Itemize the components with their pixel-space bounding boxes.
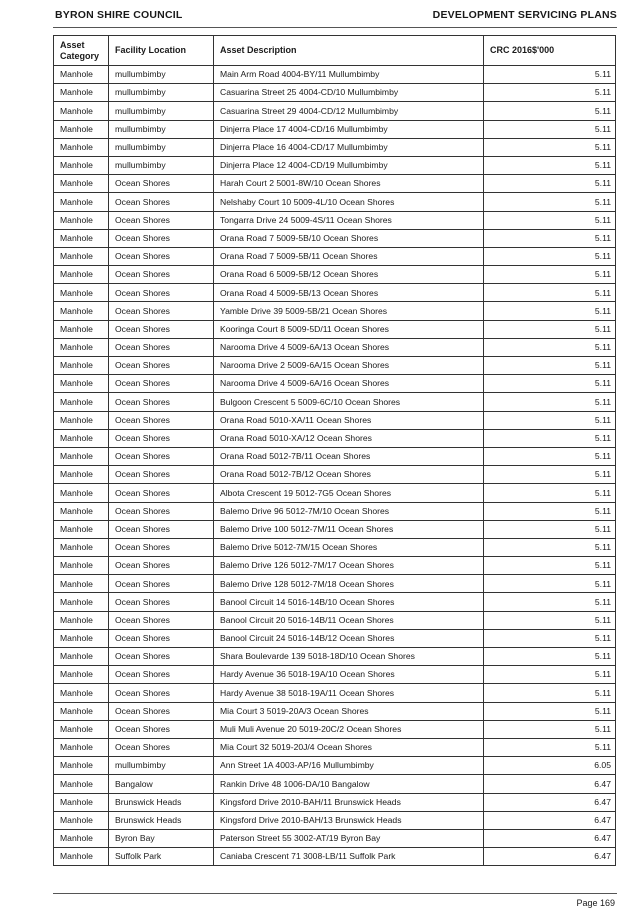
asset-description-cell: Narooma Drive 4 5009-6A/13 Ocean Shores <box>214 338 484 356</box>
crc-value-cell: 5.11 <box>484 466 616 484</box>
crc-value-cell: 5.11 <box>484 175 616 193</box>
asset-description-cell: Muli Muli Avenue 20 5019-20C/2 Ocean Shores <box>214 720 484 738</box>
table-row <box>54 684 616 702</box>
table-row <box>54 538 616 556</box>
asset-category-cell: Manhole <box>54 229 109 247</box>
asset-category-cell: Manhole <box>54 266 109 284</box>
crc-value-cell: 5.11 <box>484 120 616 138</box>
asset-description-cell: Balemo Drive 126 5012-7M/17 Ocean Shores <box>214 557 484 575</box>
facility-location-cell: Brunswick Heads <box>109 793 214 811</box>
crc-value-cell: 5.11 <box>484 557 616 575</box>
asset-category-cell: Manhole <box>54 193 109 211</box>
table-row <box>54 411 616 429</box>
facility-location-cell: mullumbimby <box>109 120 214 138</box>
asset-category-cell: Manhole <box>54 793 109 811</box>
crc-value-cell: 5.11 <box>484 193 616 211</box>
crc-value-cell: 5.11 <box>484 393 616 411</box>
facility-location-cell: Ocean Shores <box>109 611 214 629</box>
crc-value-cell: 5.11 <box>484 502 616 520</box>
asset-description-cell: Mia Court 3 5019-20A/3 Ocean Shores <box>214 702 484 720</box>
table-body <box>54 66 616 866</box>
facility-location-cell: Ocean Shores <box>109 738 214 756</box>
asset-category-cell: Manhole <box>54 411 109 429</box>
asset-category-cell: Manhole <box>54 84 109 102</box>
table-row <box>54 629 616 647</box>
asset-category-cell: Manhole <box>54 611 109 629</box>
crc-value-cell: 5.11 <box>484 229 616 247</box>
facility-location-cell: mullumbimby <box>109 84 214 102</box>
facility-location-cell: mullumbimby <box>109 156 214 174</box>
table-row <box>54 829 616 847</box>
facility-location-cell: mullumbimby <box>109 757 214 775</box>
asset-category-cell: Manhole <box>54 538 109 556</box>
asset-category-cell: Manhole <box>54 848 109 866</box>
table-row <box>54 484 616 502</box>
table-row <box>54 338 616 356</box>
asset-category-cell: Manhole <box>54 775 109 793</box>
table-row <box>54 320 616 338</box>
table-row <box>54 666 616 684</box>
facility-location-cell: Bangalow <box>109 775 214 793</box>
table-row <box>54 575 616 593</box>
asset-category-cell: Manhole <box>54 629 109 647</box>
table-row <box>54 211 616 229</box>
crc-value-cell: 5.11 <box>484 720 616 738</box>
crc-value-cell: 5.11 <box>484 666 616 684</box>
crc-value-cell: 5.11 <box>484 538 616 556</box>
asset-category-cell: Manhole <box>54 502 109 520</box>
facility-location-cell: Byron Bay <box>109 829 214 847</box>
facility-location-cell: Ocean Shores <box>109 575 214 593</box>
crc-value-cell: 5.11 <box>484 738 616 756</box>
table-row <box>54 757 616 775</box>
crc-value-cell: 5.11 <box>484 84 616 102</box>
crc-value-cell: 5.11 <box>484 593 616 611</box>
facility-location-cell: Ocean Shores <box>109 429 214 447</box>
facility-location-cell: Ocean Shores <box>109 393 214 411</box>
asset-category-cell: Manhole <box>54 156 109 174</box>
facility-location-cell: Ocean Shores <box>109 320 214 338</box>
asset-description-cell: Balemo Drive 100 5012-7M/11 Ocean Shores <box>214 520 484 538</box>
asset-description-cell: Banool Circuit 14 5016-14B/10 Ocean Shores <box>214 593 484 611</box>
document-title: DEVELOPMENT SERVICING PLANS <box>432 9 617 21</box>
asset-category-cell: Manhole <box>54 738 109 756</box>
table-row <box>54 557 616 575</box>
asset-category-cell: Manhole <box>54 447 109 465</box>
table-row <box>54 702 616 720</box>
asset-category-cell: Manhole <box>54 429 109 447</box>
crc-value-cell: 5.11 <box>484 138 616 156</box>
asset-category-cell: Manhole <box>54 284 109 302</box>
crc-value-cell: 5.11 <box>484 156 616 174</box>
facility-location-cell: mullumbimby <box>109 138 214 156</box>
asset-description-cell: Tongarra Drive 24 5009-4S/11 Ocean Shores <box>214 211 484 229</box>
asset-description-cell: Nelshaby Court 10 5009-4L/10 Ocean Shores <box>214 193 484 211</box>
facility-location-cell: Ocean Shores <box>109 284 214 302</box>
table-row <box>54 502 616 520</box>
facility-location-cell: Ocean Shores <box>109 375 214 393</box>
asset-category-cell: Manhole <box>54 320 109 338</box>
asset-description-cell: Orana Road 5012-7B/11 Ocean Shores <box>214 447 484 465</box>
asset-table <box>53 35 616 866</box>
facility-location-cell: Ocean Shores <box>109 520 214 538</box>
asset-description-cell: Ann Street 1A 4003-AP/16 Mullumbimby <box>214 757 484 775</box>
table-row <box>54 229 616 247</box>
asset-description-cell: Kingsford Drive 2010-BAH/11 Brunswick Heads <box>214 793 484 811</box>
asset-description-cell: Paterson Street 55 3002-AT/19 Byron Bay <box>214 829 484 847</box>
asset-description-cell: Banool Circuit 24 5016-14B/12 Ocean Shores <box>214 629 484 647</box>
asset-category-cell: Manhole <box>54 211 109 229</box>
crc-value-cell: 6.47 <box>484 829 616 847</box>
asset-description-cell: Balemo Drive 96 5012-7M/10 Ocean Shores <box>214 502 484 520</box>
crc-value-cell: 5.11 <box>484 611 616 629</box>
table-row <box>54 302 616 320</box>
facility-location-cell: Ocean Shores <box>109 211 214 229</box>
crc-value-cell: 6.47 <box>484 811 616 829</box>
table-row <box>54 247 616 265</box>
table-row <box>54 648 616 666</box>
table-row <box>54 775 616 793</box>
asset-category-cell: Manhole <box>54 302 109 320</box>
asset-description-cell: Harah Court 2 5001-8W/10 Ocean Shores <box>214 175 484 193</box>
page-number: Page 169 <box>576 898 615 908</box>
crc-value-cell: 5.11 <box>484 338 616 356</box>
table-header-row <box>54 36 616 66</box>
crc-value-cell: 6.47 <box>484 848 616 866</box>
crc-value-cell: 5.11 <box>484 247 616 265</box>
asset-category-cell: Manhole <box>54 138 109 156</box>
crc-value-cell: 5.11 <box>484 357 616 375</box>
table-row <box>54 811 616 829</box>
asset-description-cell: Banool Circuit 20 5016-14B/11 Ocean Shores <box>214 611 484 629</box>
table-row <box>54 593 616 611</box>
asset-description-cell: Orana Road 5010-XA/12 Ocean Shores <box>214 429 484 447</box>
table-row <box>54 266 616 284</box>
table-row <box>54 193 616 211</box>
facility-location-cell: Ocean Shores <box>109 302 214 320</box>
facility-location-cell: Ocean Shores <box>109 447 214 465</box>
asset-category-cell: Manhole <box>54 375 109 393</box>
asset-description-cell: Hardy Avenue 36 5018-19A/10 Ocean Shores <box>214 666 484 684</box>
asset-category-cell: Manhole <box>54 520 109 538</box>
footer-divider <box>53 893 617 894</box>
crc-value-cell: 6.05 <box>484 757 616 775</box>
asset-description-cell: Hardy Avenue 38 5018-19A/11 Ocean Shores <box>214 684 484 702</box>
asset-category-cell: Manhole <box>54 666 109 684</box>
asset-category-cell: Manhole <box>54 684 109 702</box>
column-header-asset-category: Asset Category <box>54 36 109 66</box>
crc-value-cell: 5.11 <box>484 429 616 447</box>
facility-location-cell: Ocean Shores <box>109 629 214 647</box>
table-row <box>54 793 616 811</box>
table-row <box>54 466 616 484</box>
facility-location-cell: Ocean Shores <box>109 193 214 211</box>
facility-location-cell: Ocean Shores <box>109 648 214 666</box>
asset-description-cell: Narooma Drive 2 5009-6A/15 Ocean Shores <box>214 357 484 375</box>
table-row <box>54 175 616 193</box>
asset-category-cell: Manhole <box>54 593 109 611</box>
asset-category-cell: Manhole <box>54 648 109 666</box>
asset-description-cell: Orana Road 7 5009-5B/11 Ocean Shores <box>214 247 484 265</box>
crc-value-cell: 5.11 <box>484 211 616 229</box>
asset-category-cell: Manhole <box>54 102 109 120</box>
table-row <box>54 848 616 866</box>
asset-category-cell: Manhole <box>54 720 109 738</box>
facility-location-cell: Ocean Shores <box>109 666 214 684</box>
facility-location-cell: Brunswick Heads <box>109 811 214 829</box>
facility-location-cell: Ocean Shores <box>109 175 214 193</box>
asset-description-cell: Orana Road 5010-XA/11 Ocean Shores <box>214 411 484 429</box>
asset-description-cell: Kingsford Drive 2010-BAH/13 Brunswick Heads <box>214 811 484 829</box>
column-header-crc: CRC 2016$'000 <box>484 36 616 66</box>
asset-description-cell: Orana Road 5012-7B/12 Ocean Shores <box>214 466 484 484</box>
facility-location-cell: Ocean Shores <box>109 338 214 356</box>
table-row <box>54 284 616 302</box>
facility-location-cell: Ocean Shores <box>109 466 214 484</box>
table-row <box>54 447 616 465</box>
asset-category-cell: Manhole <box>54 120 109 138</box>
table-row <box>54 102 616 120</box>
asset-description-cell: Orana Road 4 5009-5B/13 Ocean Shores <box>214 284 484 302</box>
asset-description-cell: Dinjerra Place 16 4004-CD/17 Mullumbimby <box>214 138 484 156</box>
facility-location-cell: Ocean Shores <box>109 484 214 502</box>
facility-location-cell: Ocean Shores <box>109 357 214 375</box>
column-header-asset-description: Asset Description <box>214 36 484 66</box>
asset-category-cell: Manhole <box>54 557 109 575</box>
facility-location-cell: Ocean Shores <box>109 502 214 520</box>
asset-category-cell: Manhole <box>54 247 109 265</box>
facility-location-cell: Ocean Shores <box>109 229 214 247</box>
table-row <box>54 720 616 738</box>
asset-category-cell: Manhole <box>54 175 109 193</box>
asset-description-cell: Casuarina Street 29 4004-CD/12 Mullumbimby <box>214 102 484 120</box>
asset-description-cell: Caniaba Crescent 71 3008-LB/11 Suffolk Park <box>214 848 484 866</box>
asset-description-cell: Balemo Drive 5012-7M/15 Ocean Shores <box>214 538 484 556</box>
asset-description-cell: Orana Road 6 5009-5B/12 Ocean Shores <box>214 266 484 284</box>
crc-value-cell: 5.11 <box>484 629 616 647</box>
crc-value-cell: 5.11 <box>484 375 616 393</box>
asset-description-cell: Kooringa Court 8 5009-5D/11 Ocean Shores <box>214 320 484 338</box>
asset-description-cell: Orana Road 7 5009-5B/10 Ocean Shores <box>214 229 484 247</box>
table-row <box>54 156 616 174</box>
asset-category-cell: Manhole <box>54 575 109 593</box>
crc-value-cell: 5.11 <box>484 702 616 720</box>
crc-value-cell: 5.11 <box>484 575 616 593</box>
asset-category-cell: Manhole <box>54 466 109 484</box>
asset-category-cell: Manhole <box>54 484 109 502</box>
crc-value-cell: 5.11 <box>484 284 616 302</box>
facility-location-cell: mullumbimby <box>109 102 214 120</box>
council-name: BYRON SHIRE COUNCIL <box>55 9 183 21</box>
facility-location-cell: Ocean Shores <box>109 247 214 265</box>
crc-value-cell: 5.11 <box>484 302 616 320</box>
crc-value-cell: 5.11 <box>484 447 616 465</box>
asset-category-cell: Manhole <box>54 811 109 829</box>
asset-description-cell: Dinjerra Place 17 4004-CD/16 Mullumbimby <box>214 120 484 138</box>
asset-category-cell: Manhole <box>54 338 109 356</box>
asset-description-cell: Shara Boulevarde 139 5018-18D/10 Ocean Shores <box>214 648 484 666</box>
crc-value-cell: 5.11 <box>484 484 616 502</box>
facility-location-cell: Ocean Shores <box>109 702 214 720</box>
facility-location-cell: Ocean Shores <box>109 720 214 738</box>
asset-description-cell: Casuarina Street 25 4004-CD/10 Mullumbimby <box>214 84 484 102</box>
asset-category-cell: Manhole <box>54 357 109 375</box>
crc-value-cell: 5.11 <box>484 648 616 666</box>
table-row <box>54 138 616 156</box>
table-row <box>54 393 616 411</box>
crc-value-cell: 6.47 <box>484 775 616 793</box>
facility-location-cell: Ocean Shores <box>109 266 214 284</box>
asset-description-cell: Yamble Drive 39 5009-5B/21 Ocean Shores <box>214 302 484 320</box>
table-row <box>54 611 616 629</box>
asset-description-cell: Main Arm Road 4004-BY/11 Mullumbimby <box>214 66 484 84</box>
table-row <box>54 120 616 138</box>
crc-value-cell: 5.11 <box>484 684 616 702</box>
table-row <box>54 357 616 375</box>
facility-location-cell: Ocean Shores <box>109 538 214 556</box>
asset-description-cell: Dinjerra Place 12 4004-CD/19 Mullumbimby <box>214 156 484 174</box>
asset-description-cell: Balemo Drive 128 5012-7M/18 Ocean Shores <box>214 575 484 593</box>
asset-category-cell: Manhole <box>54 702 109 720</box>
facility-location-cell: Ocean Shores <box>109 411 214 429</box>
asset-description-cell: Mia Court 32 5019-20J/4 Ocean Shores <box>214 738 484 756</box>
facility-location-cell: Ocean Shores <box>109 593 214 611</box>
asset-category-cell: Manhole <box>54 757 109 775</box>
facility-location-cell: Ocean Shores <box>109 557 214 575</box>
table-row <box>54 429 616 447</box>
facility-location-cell: mullumbimby <box>109 66 214 84</box>
column-header-facility-location: Facility Location <box>109 36 214 66</box>
table-row <box>54 520 616 538</box>
asset-description-cell: Bulgoon Crescent 5 5009-6C/10 Ocean Shores <box>214 393 484 411</box>
crc-value-cell: 5.11 <box>484 320 616 338</box>
table-row <box>54 84 616 102</box>
crc-value-cell: 6.47 <box>484 793 616 811</box>
facility-location-cell: Ocean Shores <box>109 684 214 702</box>
facility-location-cell: Suffolk Park <box>109 848 214 866</box>
crc-value-cell: 5.11 <box>484 266 616 284</box>
crc-value-cell: 5.11 <box>484 66 616 84</box>
table-row <box>54 66 616 84</box>
table-row <box>54 375 616 393</box>
asset-category-cell: Manhole <box>54 393 109 411</box>
asset-category-cell: Manhole <box>54 66 109 84</box>
asset-description-cell: Rankin Drive 48 1006-DA/10 Bangalow <box>214 775 484 793</box>
asset-description-cell: Narooma Drive 4 5009-6A/16 Ocean Shores <box>214 375 484 393</box>
asset-category-cell: Manhole <box>54 829 109 847</box>
crc-value-cell: 5.11 <box>484 102 616 120</box>
asset-description-cell: Albota Crescent 19 5012-7G5 Ocean Shores <box>214 484 484 502</box>
table-row <box>54 738 616 756</box>
crc-value-cell: 5.11 <box>484 411 616 429</box>
crc-value-cell: 5.11 <box>484 520 616 538</box>
header-divider <box>53 27 617 28</box>
